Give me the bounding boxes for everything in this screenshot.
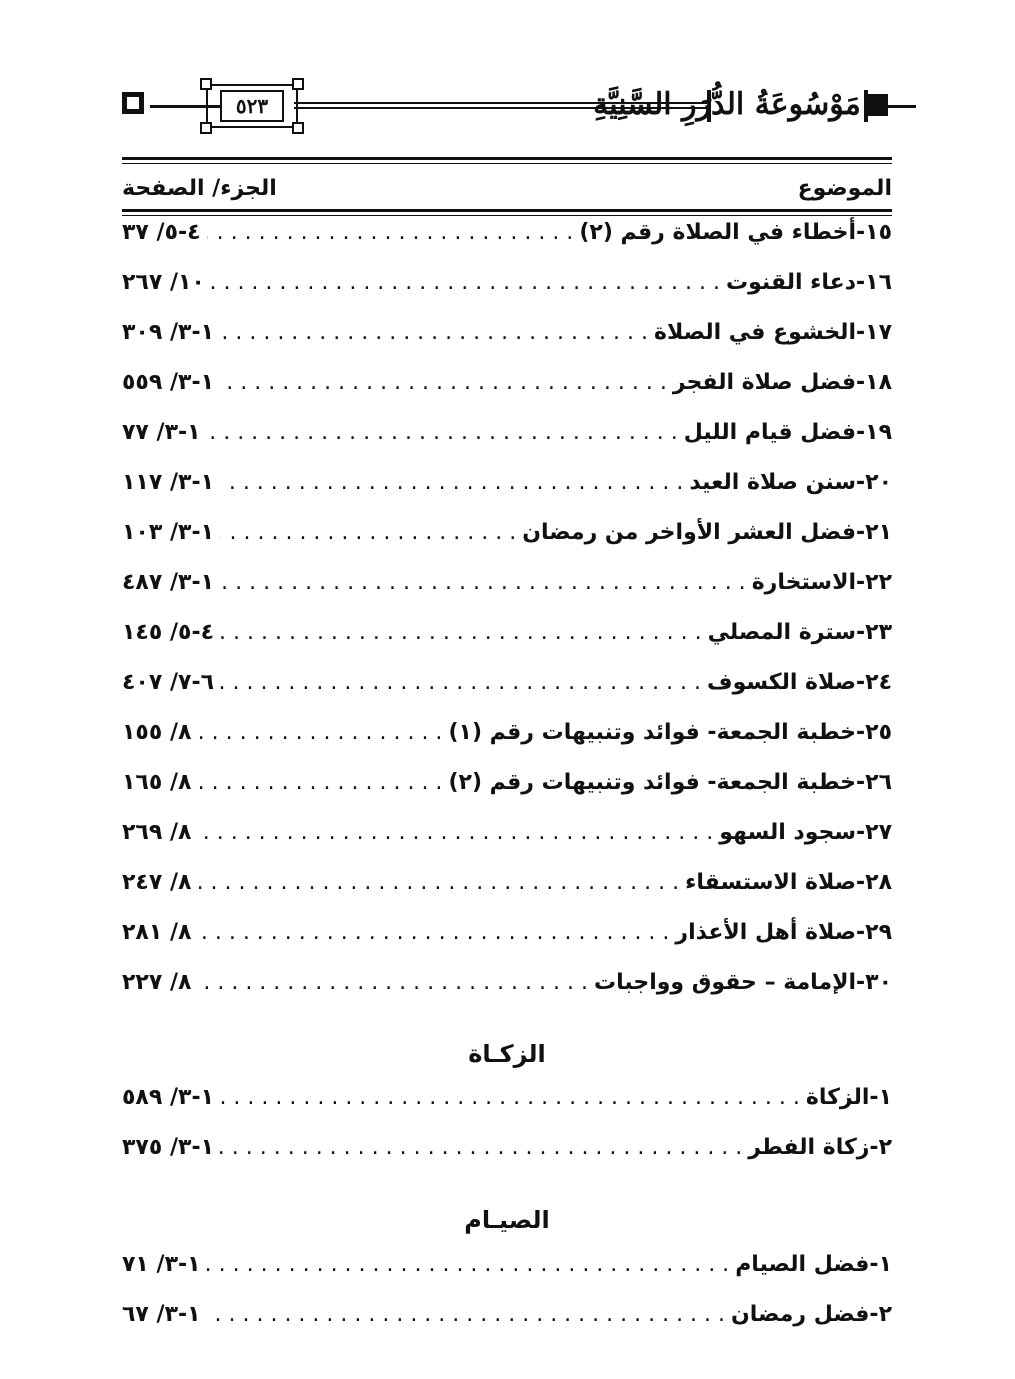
entry-number: ٢١-	[856, 520, 892, 545]
entry-reference: ١-٣/ ١١٧	[122, 470, 215, 495]
entry-reference: ١٠/ ٢٦٧	[122, 270, 205, 295]
header-tick-right	[864, 90, 868, 122]
entry-number: ٢٦-	[856, 770, 892, 795]
entry-title: خطبة الجمعة- فوائد وتنبيهات رقم (١)	[448, 720, 856, 745]
entry-title: صلاة الاستسقاء	[685, 870, 856, 895]
dot-leader	[220, 320, 648, 345]
entry-number: ٢٢-	[856, 570, 892, 595]
toc-fasting-list	[122, 1252, 892, 1352]
section-heading-fasting: الصيـام	[464, 1206, 550, 1234]
entry-reference: ١-٣/ ٦٧	[122, 1302, 201, 1327]
entry-reference: ٨/ ٢٢٧	[122, 970, 192, 995]
dot-leader	[220, 1085, 800, 1110]
toc-entry	[122, 820, 892, 870]
dot-leader	[197, 970, 588, 995]
toc-entry	[122, 420, 892, 470]
entry-number: ٣٠-	[856, 970, 892, 995]
open-square-ornament	[122, 92, 144, 114]
dot-leader	[207, 220, 574, 245]
entry-title: دعاء القنوت	[725, 270, 856, 295]
entry-title: فضل العشر الأواخر من رمضان	[522, 520, 856, 545]
toc-entry	[122, 1302, 892, 1352]
entry-reference: ١-٣/ ٣٠٩	[122, 320, 215, 345]
column-part-page-label: الجزء/ الصفحة	[122, 175, 277, 201]
dot-leader	[197, 820, 713, 845]
entry-number: ٢-	[869, 1302, 892, 1327]
toc-entry	[122, 520, 892, 570]
dot-leader	[220, 620, 702, 645]
column-topic-label: الموضوع	[797, 175, 892, 201]
page-number-box	[206, 84, 298, 128]
entry-number: ١٨-	[856, 370, 892, 395]
entry-title: خطبة الجمعة- فوائد وتنبيهات رقم (٢)	[448, 770, 856, 795]
section-heading-zakat: الزكـاة	[468, 1040, 546, 1068]
dot-leader	[197, 720, 442, 745]
header-rule-right	[888, 105, 916, 108]
toc-entry	[122, 370, 892, 420]
entry-number: ١-	[869, 1252, 892, 1277]
entry-reference: ١-٣/ ١٠٣	[122, 520, 215, 545]
toc-entry	[122, 1252, 892, 1302]
toc-entry	[122, 670, 892, 720]
toc-entry	[122, 1135, 892, 1185]
entry-title: سترة المصلي	[707, 620, 856, 645]
dot-leader	[211, 270, 720, 295]
entry-number: ٢٥-	[856, 720, 892, 745]
entry-number: ٢٧-	[856, 820, 892, 845]
filled-square-ornament	[866, 94, 888, 116]
entry-reference: ١-٣/ ٧٧	[122, 420, 201, 445]
toc-entry	[122, 320, 892, 370]
dot-leader	[197, 770, 442, 795]
entry-reference: ١-٣/ ٥٨٩	[122, 1085, 215, 1110]
page-header	[122, 78, 892, 142]
entry-title: صلاة أهل الأعذار	[675, 920, 856, 945]
entry-number: ١٥-	[856, 220, 892, 245]
entry-number: ٢٩-	[856, 920, 892, 945]
dot-leader	[207, 420, 678, 445]
entry-title: سجود السهو	[719, 820, 856, 845]
entry-title: فضل رمضان	[731, 1302, 870, 1327]
entry-reference: ٤-٥/ ٣٧	[122, 220, 201, 245]
toc-entry	[122, 720, 892, 770]
entry-reference: ٦-٧/ ٤٠٧	[122, 670, 215, 695]
toc-entry	[122, 620, 892, 670]
toc-entry	[122, 1085, 892, 1135]
entry-title: أخطاء في الصلاة رقم (٢)	[579, 220, 856, 245]
entry-reference: ١-٣/ ٤٨٧	[122, 570, 215, 595]
entry-reference: ١-٣/ ٥٥٩	[122, 370, 215, 395]
dot-leader	[220, 1135, 742, 1160]
entry-number: ١٩-	[856, 420, 892, 445]
entry-reference: ٨/ ٢٦٩	[122, 820, 192, 845]
column-header-rule-top	[122, 157, 892, 160]
entry-number: ١-	[869, 1085, 892, 1110]
toc-entry	[122, 770, 892, 820]
entry-title: سنن صلاة العيد	[689, 470, 856, 495]
dot-leader	[197, 870, 679, 895]
toc-entry	[122, 220, 892, 270]
entry-title: صلاة الكسوف	[707, 670, 856, 695]
entry-title: الخشوع في الصلاة	[653, 320, 856, 345]
toc-entry	[122, 470, 892, 520]
page-number: ٥٢٣	[220, 90, 284, 122]
toc-entry	[122, 570, 892, 620]
toc-entry	[122, 270, 892, 320]
dot-leader	[207, 1302, 725, 1327]
dot-leader	[220, 570, 746, 595]
toc-prayer-list	[122, 220, 892, 1020]
column-header-rule-bottom-thin	[122, 215, 892, 216]
entry-number: ٢٣-	[856, 620, 892, 645]
entry-number: ٢٤-	[856, 670, 892, 695]
column-header-rule-top-thin	[122, 163, 892, 164]
dot-leader	[220, 520, 516, 545]
dot-leader	[220, 470, 683, 495]
entry-title: فضل قيام الليل	[683, 420, 856, 445]
dot-leader	[220, 370, 667, 395]
entry-number: ١٧-	[856, 320, 892, 345]
entry-number: ١٦-	[856, 270, 892, 295]
toc-entry	[122, 970, 892, 1020]
entry-reference: ٨/ ١٦٥	[122, 770, 192, 795]
entry-title: الزكاة	[805, 1085, 870, 1110]
dot-leader	[220, 670, 701, 695]
entry-reference: ١-٣/ ٧١	[122, 1252, 201, 1277]
column-header-rule-bottom	[122, 209, 892, 212]
entry-reference: ٨/ ٢٤٧	[122, 870, 192, 895]
toc-entry	[122, 920, 892, 970]
entry-title: الإمامة – حقوق وواجبات	[594, 970, 856, 995]
series-title: مَوْسُوعَةُ الدُّرَرِ السَّنِيَّةِ	[593, 87, 861, 122]
entry-title: الاستخارة	[751, 570, 856, 595]
entry-title: زكاة الفطر	[748, 1135, 870, 1160]
entry-reference: ٨/ ٢٨١	[122, 920, 192, 945]
entry-title: فضل الصيام	[735, 1252, 870, 1277]
entry-reference: ١-٣/ ٣٧٥	[122, 1135, 215, 1160]
dot-leader	[197, 920, 669, 945]
entry-number: ٢-	[869, 1135, 892, 1160]
entry-title: فضل صلاة الفجر	[672, 370, 856, 395]
entry-reference: ٤-٥/ ١٤٥	[122, 620, 215, 645]
toc-zakat-list	[122, 1085, 892, 1185]
entry-number: ٢٨-	[856, 870, 892, 895]
entry-reference: ٨/ ١٥٥	[122, 720, 192, 745]
column-headers	[122, 170, 892, 206]
entry-number: ٢٠-	[856, 470, 892, 495]
toc-entry	[122, 870, 892, 920]
dot-leader	[207, 1252, 730, 1277]
